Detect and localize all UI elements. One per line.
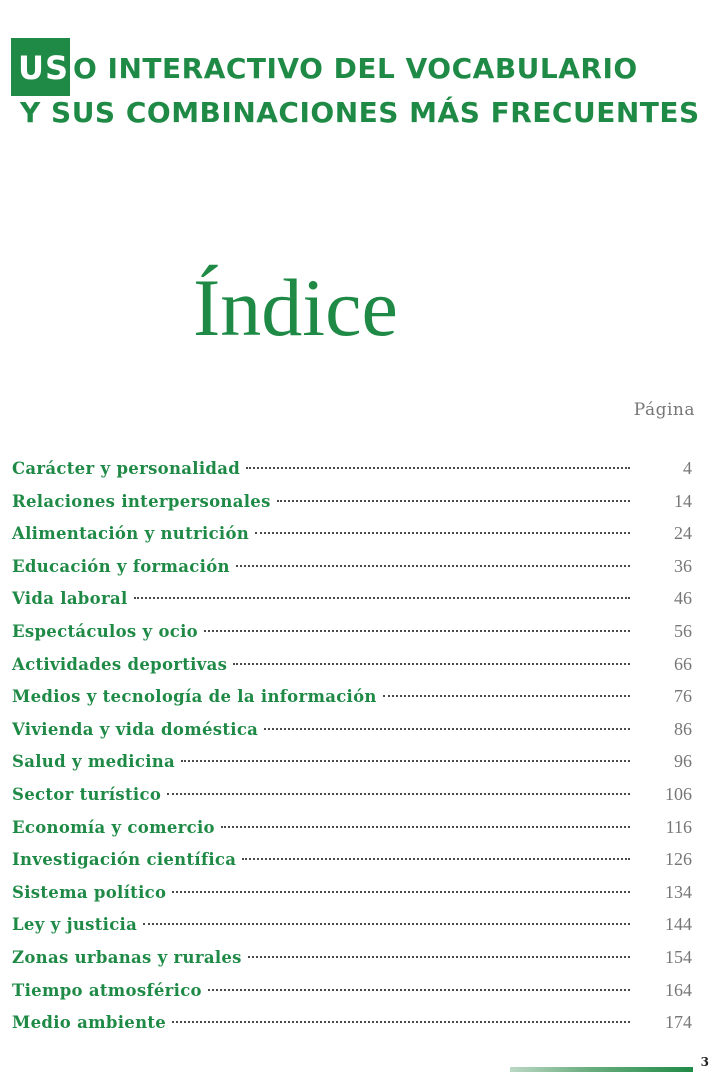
dot-leader: [277, 500, 630, 502]
dot-leader: [134, 597, 630, 599]
toc-entry-page: 76: [674, 686, 692, 707]
toc-entry-title: Medios y tecnología de la información: [12, 687, 377, 707]
toc-entry[interactable]: [12, 452, 692, 485]
toc-entry[interactable]: [12, 485, 692, 518]
toc-entry-page: 116: [665, 816, 692, 837]
toc-entry[interactable]: [12, 876, 692, 909]
toc-entry-page: 24: [674, 523, 692, 544]
dot-leader: [233, 663, 630, 665]
dot-leader: [246, 467, 630, 469]
title-prefix: US: [18, 49, 70, 87]
toc-entry-page: 4: [683, 458, 692, 478]
page-number: 3: [700, 1055, 709, 1069]
toc-entry-title: Carácter y personalidad: [12, 459, 241, 478]
toc-entry-page: 174: [665, 1012, 692, 1033]
toc-entry[interactable]: [12, 1006, 692, 1039]
dot-leader: [204, 630, 630, 632]
toc-entry[interactable]: [12, 550, 692, 583]
toc-entry[interactable]: [12, 974, 692, 1007]
toc-entry[interactable]: [12, 615, 692, 648]
index-heading: Índice: [193, 262, 398, 353]
toc-entry-title: Salud y medicina: [12, 752, 176, 772]
toc-entry-title: Vivienda y vida doméstica: [12, 719, 259, 739]
toc-entry-title: Medio ambiente: [12, 1013, 167, 1033]
toc-entry-title: Relaciones interpersonales: [12, 491, 271, 511]
dot-leader: [181, 760, 630, 762]
dot-leader: [143, 923, 630, 925]
toc-entry[interactable]: [12, 582, 692, 615]
book-header: [0, 0, 723, 140]
toc-entry-page: 164: [665, 979, 692, 1000]
toc-entry[interactable]: [12, 778, 692, 811]
toc-entry-page: 36: [674, 555, 692, 576]
dot-leader: [264, 728, 630, 730]
footer-rule: [510, 1067, 693, 1072]
toc-entry-title: Educación y formación: [12, 556, 230, 576]
dot-leader: [172, 891, 630, 893]
dot-leader: [248, 956, 630, 958]
toc-entry-page: 66: [674, 653, 692, 674]
toc-entry[interactable]: [12, 811, 692, 844]
dot-leader: [255, 532, 630, 534]
dot-leader: [208, 989, 630, 991]
title-line-1: O INTERACTIVO DEL VOCABULARIO: [73, 52, 638, 85]
toc-entry[interactable]: [12, 941, 692, 974]
table-of-contents: [12, 452, 692, 1039]
toc-entry-title: Sector turístico: [12, 784, 162, 804]
toc-entry-page: 46: [674, 588, 692, 609]
toc-entry[interactable]: [12, 648, 692, 681]
toc-entry-title: Economía y comercio: [12, 817, 215, 837]
toc-entry-title: Investigación científica: [12, 850, 237, 870]
toc-entry-title: Vida laboral: [12, 589, 128, 609]
toc-entry[interactable]: [12, 517, 692, 550]
toc-entry-page: 96: [674, 751, 692, 772]
toc-entry-title: Ley y justicia: [12, 915, 138, 935]
toc-entry-page: 126: [665, 849, 692, 870]
dot-leader: [221, 826, 630, 828]
toc-entry[interactable]: [12, 908, 692, 941]
dot-leader: [236, 565, 630, 567]
toc-entry[interactable]: [12, 745, 692, 778]
toc-entry-title: Zonas urbanas y rurales: [12, 947, 242, 967]
toc-entry-title: Sistema político: [12, 882, 167, 902]
dot-leader: [242, 858, 630, 860]
toc-entry-page: 134: [665, 881, 692, 902]
toc-entry-title: Tiempo atmosférico: [12, 980, 202, 1000]
toc-entry-title: Espectáculos y ocio: [12, 621, 198, 641]
page-column-label: Página: [633, 400, 695, 420]
toc-entry-page: 154: [665, 946, 692, 967]
toc-entry[interactable]: [12, 713, 692, 746]
toc-entry-page: 56: [674, 620, 692, 641]
toc-entry-title: Actividades deportivas: [12, 654, 228, 674]
toc-entry-page: 144: [665, 914, 692, 935]
dot-leader: [167, 793, 630, 795]
toc-entry[interactable]: [12, 843, 692, 876]
toc-entry-page: 86: [674, 718, 692, 739]
dot-leader: [383, 695, 630, 697]
title-line-2: Y SUS COMBINACIONES MÁS FRECUENTES: [20, 96, 700, 129]
dot-leader: [172, 1021, 630, 1023]
toc-entry[interactable]: [12, 680, 692, 713]
toc-entry-page: 106: [665, 783, 692, 804]
toc-entry-title: Alimentación y nutrición: [12, 524, 250, 544]
toc-entry-page: 14: [674, 490, 692, 511]
